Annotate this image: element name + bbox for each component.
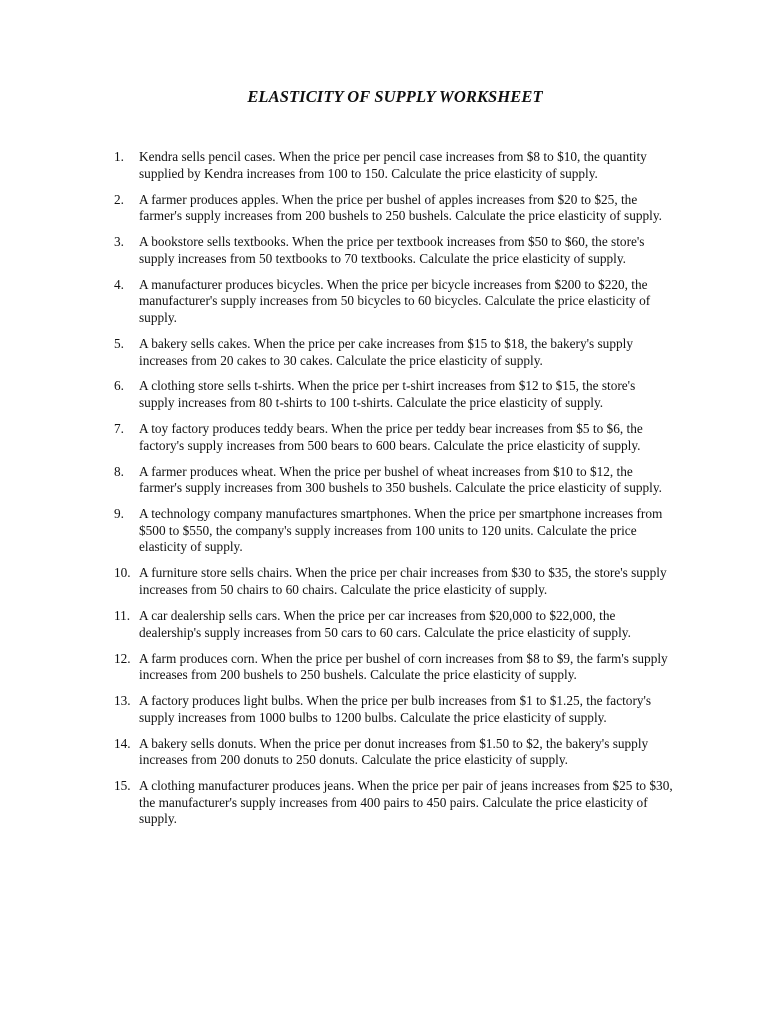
question-item (114, 464, 674, 497)
question-list (114, 149, 674, 837)
question-item (114, 506, 674, 556)
question-item (114, 778, 674, 828)
question-number: 6. (114, 378, 124, 394)
question-text: A furniture store sells chairs. When the price per chair increases from $30 to $35, the store's supply increases from 50 chairs to 60 chairs. Calculate the price elasticity of supply. (139, 565, 667, 597)
question-number: 10. (114, 565, 131, 581)
question-text: A farm produces corn. When the price per bushel of corn increases from $8 to $9, the farm's supply increases from 200 bushels to 250 bushels. Calculate the price elasticity of supply. (139, 650, 668, 683)
question-text: A technology company manufactures smartphones. When the price per smartphone increases from $500 to $550, the company's supply increases from 100 units to 120 units. Calculate the price elasticity of supply. (139, 506, 663, 555)
question-text: A bakery sells donuts. When the price per donut increases from $1.50 to $2, the bakery's supply increases from 200 donuts to 250 donuts. Calculate the price elasticity of supply. (139, 735, 649, 768)
question-text: A bookstore sells textbooks. When the price per textbook increases from $50 to $60, the store's supply increases from 50 textbooks to 70 textbooks. Calculate the price elasticity of supply. (139, 234, 645, 266)
question-text: A car dealership sells cars. When the price per car increases from $20,000 to $22,000, the dealership's supply increases from 50 cars to 60 cars. Calculate the price elasticity of supply. (139, 607, 631, 640)
question-number: 12. (114, 650, 131, 666)
question-text: Kendra sells pencil cases. When the price per pencil case increases from $8 to $10, the quantity supplied by Kendra increases from 100 to 150. Calculate the price elasticity of supply. (139, 149, 647, 181)
question-text: A manufacturer produces bicycles. When the price per bicycle increases from $200 to $220, the manufacturer's supply increases from 50 bicycles to 60 bicycles. Calculate the price elasticity of supply. (139, 276, 651, 325)
question-number: 5. (114, 335, 124, 351)
question-text: A toy factory produces teddy bears. When the price per teddy bear increases from $5 to $6, the factory's supply increases from 500 bears to 600 bears. Calculate the price elasticity of supply. (139, 421, 643, 453)
question-text: A clothing store sells t-shirts. When the price per t-shirt increases from $12 to $15, the store's supply increases from 80 t-shirts to 100 t-shirts. Calculate the price elasticity of supply. (139, 378, 636, 411)
question-number: 11. (114, 607, 131, 623)
question-number: 3. (114, 234, 124, 250)
question-text: A bakery sells cakes. When the price per cake increases from $15 to $18, the bakery's supply increases from 20 cakes to 30 cakes. Calculate the price elasticity of supply. (139, 335, 633, 368)
question-number: 1. (114, 149, 124, 164)
question-number: 7. (114, 421, 124, 437)
question-number: 13. (114, 693, 131, 709)
question-item (114, 192, 674, 225)
question-number: 2. (114, 191, 124, 207)
question-item (114, 651, 674, 684)
question-text: A farmer produces apples. When the price per bushel of apples increases from $20 to $25, the farmer's supply increases from 200 bushels to 250 bushels. Calculate the price elasticity of supply. (139, 191, 662, 224)
question-item (114, 736, 674, 769)
question-text: A farmer produces wheat. When the price per bushel of wheat increases from $10 to $12, the farmer's supply increases from 300 bushels to 350 bushels. Calculate the price elasticity of supply. (139, 463, 662, 496)
question-item (114, 234, 674, 267)
question-item (114, 149, 674, 182)
question-item (114, 608, 674, 641)
question-item (114, 336, 674, 369)
question-number: 4. (114, 276, 124, 292)
question-text: A factory produces light bulbs. When the price per bulb increases from $1 to $1.25, the factory's supply increases from 1000 bulbs to 1200 bulbs. Calculate the price elasticity of supply. (139, 693, 652, 725)
question-number: 14. (114, 735, 131, 751)
question-item (114, 378, 674, 411)
question-number: 8. (114, 463, 124, 479)
question-number: 9. (114, 506, 124, 522)
question-item (114, 421, 674, 454)
question-number: 15. (114, 778, 131, 794)
worksheet-title: ELASTICITY OF SUPPLY WORKSHEET (247, 87, 543, 106)
question-item (114, 565, 674, 598)
question-item (114, 277, 674, 327)
question-text: A clothing manufacturer produces jeans. When the price per pair of jeans increases from $25 to $30, the manufacturer's supply increases from 400 pairs to 450 pairs. Calculate the price elasticity of supply. (139, 778, 673, 827)
question-item (114, 693, 674, 726)
